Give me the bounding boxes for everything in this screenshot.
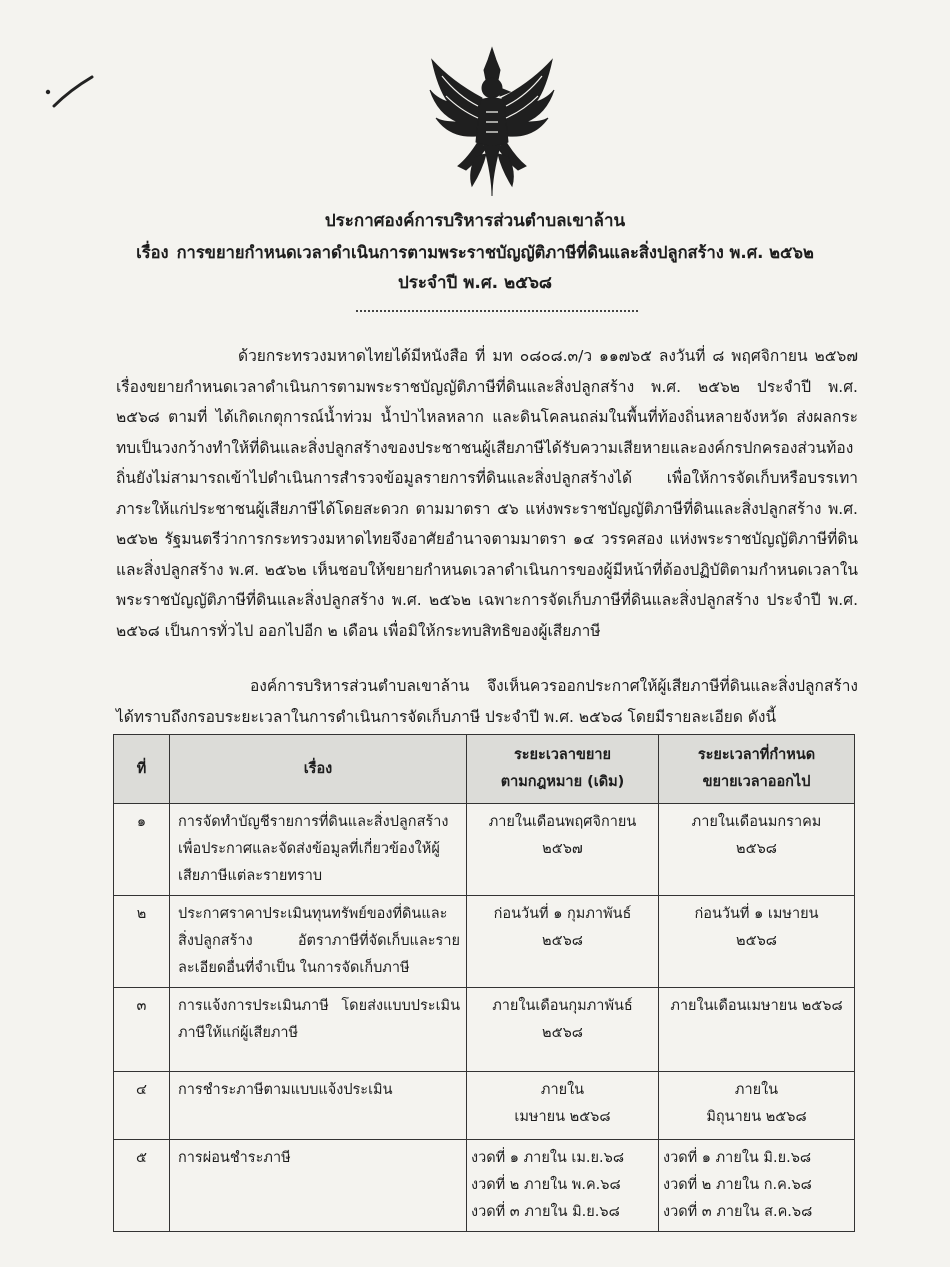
body-paragraph-2: องค์การบริหารส่วนตำบลเขาล้าน จึงเห็นควรออกประกาศให้ผู้เสียภาษีที่ดินและสิ่งปลูกสร้างได้ทราบถึงกรอบระยะเวลาในการดำเนินการจัดเก็บภาษี ประจำปี พ.ศ. ๒๕๖๘ โดยมีรายละเอียด ดังนี้: [116, 677, 858, 726]
handwritten-slash-mark: [44, 74, 96, 108]
announcement-title: ประกาศองค์การบริหารส่วนตำบลเขาล้าน: [324, 211, 626, 231]
row-no: ๓: [114, 988, 170, 1072]
announcement-subject: [0, 242, 950, 264]
row-topic: ประกาศราคาประเมินทุนทรัพย์ของที่ดินและสิ่งปลูกสร้าง อัตราภาษีที่จัดเก็บและรายละเอียดอื่นที่จำเป็น ในการจัดเก็บภาษี: [170, 896, 467, 988]
table-row: [114, 988, 855, 1072]
header-original-period: ระยะเวลาขยาย ตามกฎหมาย (เดิม): [467, 735, 659, 804]
row-topic: การผ่อนชำระภาษี: [170, 1140, 467, 1232]
subject-label: เรื่อง: [136, 243, 169, 262]
subject-text: การขยายกำหนดเวลาดำเนินการตามพระราชบัญญัติภาษีที่ดินและสิ่งปลูกสร้าง พ.ศ. ๒๕๖๒: [176, 243, 814, 262]
row-extended-period: ภายในเดือนเมษายน ๒๕๖๘: [659, 988, 855, 1072]
table-header-row: [114, 735, 855, 804]
table-row: [114, 896, 855, 988]
table-row: [114, 1072, 855, 1140]
table-row: [114, 1140, 855, 1232]
row-original-period: ก่อนวันที่ ๑ กุมภาพันธ์ ๒๕๖๘: [467, 896, 659, 988]
row-extended-period: ภายในเดือนมกราคม ๒๕๖๘: [659, 804, 855, 896]
header-topic: เรื่อง: [170, 735, 467, 804]
table-row: [114, 804, 855, 896]
row-topic: การจัดทำบัญชีรายการที่ดินและสิ่งปลูกสร้างเพื่อประกาศและจัดส่งข้อมูลที่เกี่ยวข้องให้ผู้เสียภาษีแต่ละรายทราบ: [170, 804, 467, 896]
announcement-year: ประจำปี พ.ศ. ๒๕๖๘: [397, 273, 553, 293]
row-no: ๔: [114, 1072, 170, 1140]
dotted-divider: [356, 310, 638, 312]
row-topic: การชำระภาษีตามแบบแจ้งประเมิน: [170, 1072, 467, 1140]
row-original-period: งวดที่ ๑ ภายใน เม.ย.๖๘ งวดที่ ๒ ภายใน พ.ค.๖๘ งวดที่ ๓ ภายใน มิ.ย.๖๘: [467, 1140, 659, 1232]
schedule-table: [113, 734, 855, 1232]
header-extended-period: ระยะเวลาที่กำหนด ขยายเวลาออกไป: [659, 735, 855, 804]
garuda-emblem-icon: [428, 46, 556, 198]
row-no: ๑: [114, 804, 170, 896]
row-no: ๒: [114, 896, 170, 988]
header-no: ที่: [114, 735, 170, 804]
row-extended-period: ภายใน มิถุนายน ๒๕๖๘: [659, 1072, 855, 1140]
row-original-period: ภายในเดือนกุมภาพันธ์ ๒๕๖๘: [467, 988, 659, 1072]
row-original-period: ภายใน เมษายน ๒๕๖๘: [467, 1072, 659, 1140]
row-extended-period: งวดที่ ๑ ภายใน มิ.ย.๖๘ งวดที่ ๒ ภายใน ก.ค.๖๘ งวดที่ ๓ ภายใน ส.ค.๖๘: [659, 1140, 855, 1232]
row-original-period: ภายในเดือนพฤศจิกายน ๒๕๖๗: [467, 804, 659, 896]
body-paragraph-1: ด้วยกระทรวงมหาดไทยได้มีหนังสือ ที่ มท ๐๘๐๘.๓/ว ๑๑๗๖๕ ลงวันที่ ๘ พฤศจิกายน ๒๕๖๗ เรื่องขยายกำหนดเวลาดำเนินการตามพระราชบัญญัติภาษีที่ดินและสิ่งปลูกสร้าง พ.ศ. ๒๕๖๒ ประจำปี พ.ศ. ๒๕๖๘ ตามที่ ได้เกิดเกตุการณ์น้ำท่วม น้ำป่าไหลหลาก และดินโคลนถล่มในพื้นที่ท้องถิ่นหลายจังหวัด ส่งผลกระทบเป็นวงกว้างทำให้ที่ดินและสิ่งปลูกสร้างของประชาชนผู้เสียภาษีได้รับความเสียหายและองค์กรปกครองส่วนท้องถิ่นยังไม่สามารถเข้าไปดำเนินการสำรวจข้อมูลรายการที่ดินและสิ่งปลูกสร้างได้ เพื่อให้การจัดเก็บหรือบรรเทาภาระให้แก่ประชาชนผู้เสียภาษีได้โดยสะดวก ตามมาตรา ๕๖ แห่งพระราชบัญญัติภาษีที่ดินและสิ่งปลูกสร้าง พ.ศ. ๒๕๖๒ รัฐมนตรีว่าการกระทรวงมหาดไทยจึงอาศัยอำนาจตามมาตรา ๑๔ วรรคสอง แห่งพระราชบัญญัติภาษีที่ดินและสิ่งปลูกสร้าง พ.ศ. ๒๕๖๒ เห็นชอบให้ขยายกำหนดเวลาดำเนินการของผู้มีหน้าที่ต้องปฏิบัติตามกำหนดเวลาในพระราชบัญญัติภาษีที่ดินและสิ่งปลูกสร้าง พ.ศ. ๒๕๖๒ เฉพาะการจัดเก็บภาษีที่ดินและสิ่งปลูกสร้าง ประจำปี พ.ศ. ๒๕๖๘ เป็นการทั่วไป ออกไปอีก ๒ เดือน เพื่อมิให้กระทบสิทธิของผู้เสียภาษี: [116, 347, 858, 640]
row-topic: การแจ้งการประเมินภาษี โดยส่งแบบประเมินภาษีให้แก่ผู้เสียภาษี: [170, 988, 467, 1072]
row-extended-period: ก่อนวันที่ ๑ เมษายน ๒๕๖๘: [659, 896, 855, 988]
row-no: ๕: [114, 1140, 170, 1232]
